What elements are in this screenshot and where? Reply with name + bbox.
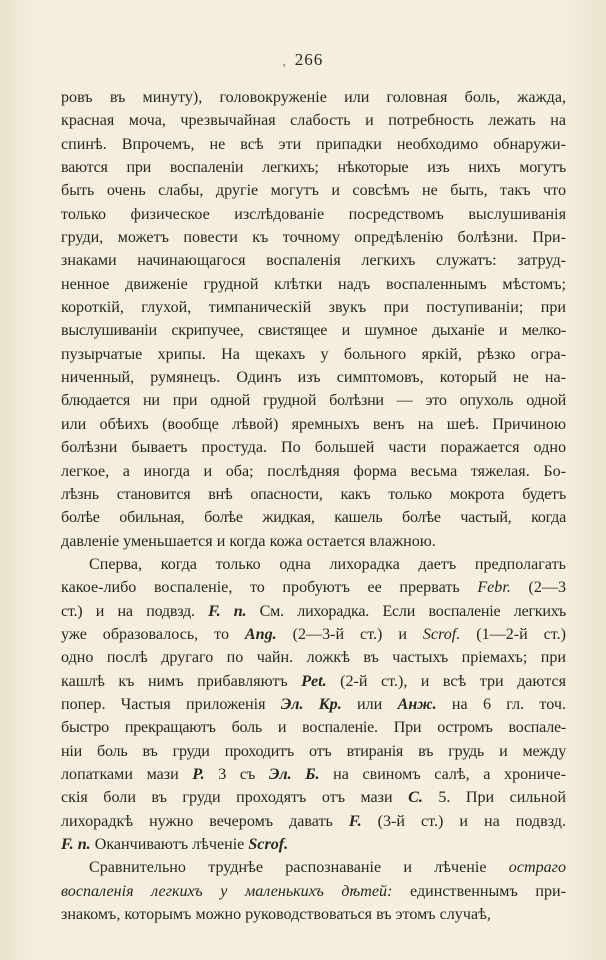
emphasis-text: Ang.	[244, 625, 277, 643]
text-segment: (2—3-й ст.) и	[276, 625, 423, 643]
text-line	[61, 86, 566, 109]
text-segment: болѣе обильная, болѣе жидкая, кашель болѣе частый, когда	[61, 509, 566, 527]
text-line	[61, 623, 566, 646]
text-segment: кашлѣ къ нимъ прибавляютъ	[61, 672, 302, 690]
text-segment: быть очень слабы, другіе могутъ и совсѣмъ не быть, такъ что	[61, 182, 566, 200]
text-segment: лѣзнь становится внѣ опасности, какъ только мокрота будетъ	[61, 485, 566, 503]
text-line	[61, 810, 566, 833]
text-line	[61, 319, 566, 342]
emphasis-text: остраго	[508, 859, 566, 877]
text-segment: единственнымъ при-	[392, 882, 566, 900]
text-line	[61, 856, 566, 879]
text-line	[61, 880, 566, 903]
text-segment: выслушиваніи скрипучее, свистящее и шумное дыханіе и мелко-	[61, 322, 566, 340]
text-segment: (1—2-й ст.)	[460, 625, 566, 643]
text-line	[61, 366, 566, 389]
text-line	[61, 413, 566, 436]
text-segment: только физическое изслѣдованіе посредствомъ выслушиванія	[61, 205, 566, 223]
text-segment: давленіе уменьшается и когда кожа остается влажною.	[61, 532, 436, 550]
emphasis-text: Эл. Б.	[268, 765, 320, 783]
text-segment: легкое, а иногда и оба; послѣдняя форма весьма тяжелая. Бо-	[61, 462, 566, 480]
text-line	[61, 133, 566, 156]
text-segment: лопатками мази	[61, 765, 193, 783]
text-segment: знаками начинающагося воспаленія легкихъ служатъ: затруд-	[61, 252, 566, 270]
text-line	[61, 903, 566, 926]
text-line	[61, 786, 566, 809]
emphasis-text: С.	[408, 789, 423, 807]
text-segment: ніи боль въ груди проходитъ отъ втиранія въ грудь и между	[61, 742, 566, 760]
text-segment: знакомъ, которымъ можно руководствоваться въ этомъ случаѣ,	[61, 906, 491, 924]
page-number-value: 266	[294, 50, 324, 69]
text-segment: или	[341, 695, 398, 713]
text-segment: ненное движеніе грудной клѣтки надъ воспаленнымъ мѣстомъ;	[61, 275, 566, 293]
text-segment: ваются при воспаленіи легкихъ; нѣкоторые изъ нихъ могутъ	[61, 159, 566, 177]
text-segment: быстро прекращаютъ боль и воспаленіе. При остромъ воспале-	[61, 719, 566, 737]
text-line	[61, 530, 566, 553]
text-line	[61, 646, 566, 669]
emphasis-text: F.	[348, 812, 362, 830]
page-number	[0, 50, 606, 70]
text-line	[61, 156, 566, 179]
text-line	[61, 226, 566, 249]
text-line	[61, 670, 566, 693]
text-segment: или обѣихъ (вообще лѣвой) яремныхъ венъ на шеѣ. Причиною	[61, 415, 566, 433]
text-segment: короткій, глухой, тимпаническій звукъ при поступиваніи; при	[61, 299, 566, 317]
text-line	[61, 763, 566, 786]
text-line	[61, 179, 566, 202]
emphasis-text: воспаленія легкихъ у маленькихъ дѣтей:	[61, 882, 393, 900]
text-line	[61, 716, 566, 739]
text-segment: лихорадкѣ нужно вечеромъ давать	[61, 812, 349, 830]
text-line	[61, 483, 566, 506]
emphasis-text: F. n.	[208, 602, 247, 620]
text-segment: уже образовалось, то	[61, 625, 245, 643]
emphasis-text: Pet.	[301, 672, 327, 690]
text-line	[61, 600, 566, 623]
text-line	[61, 833, 566, 856]
emphasis-text: Эл. Кр.	[280, 695, 342, 713]
text-segment: одно послѣ другаго по чайн. ложкѣ въ частыхъ пріемахъ; при	[61, 649, 566, 667]
text-line	[61, 436, 566, 459]
text-line	[61, 740, 566, 763]
text-segment: на 6 гл. точ.	[436, 695, 566, 713]
text-segment: (2—3	[510, 579, 567, 597]
body-text	[61, 86, 566, 926]
text-line	[61, 576, 566, 599]
text-segment: красная моча, чрезвычайная слабость и потребность лежать на	[61, 112, 566, 130]
text-segment: 5. При сильной	[422, 789, 566, 807]
text-segment: спинѣ. Впрочемъ, не всѣ эти припадки необходимо обнаружи-	[61, 135, 566, 153]
text-line	[61, 389, 566, 412]
text-segment: Оканчиваютъ лѣченіе	[90, 836, 249, 853]
emphasis-text: Р.	[192, 765, 205, 783]
text-line	[61, 203, 566, 226]
emphasis-text: Febr.	[477, 579, 511, 597]
text-segment: ниченный, румянецъ. Одинъ изъ симптомовъ, который не на-	[61, 369, 566, 387]
emphasis-text: F. n.	[61, 836, 91, 853]
text-segment: пузырчатые хрипы. На щекахъ у больного яркій, рѣзко огра-	[61, 345, 566, 363]
text-segment: блюдается ни при одной грудной болѣзни — это опухоль одной	[61, 392, 566, 410]
emphasis-text: Scrof.	[422, 625, 461, 643]
text-segment: Сперва, когда только одна лихорадка даетъ предполагать	[89, 555, 566, 573]
text-segment: (3-й ст.) и на подвзд.	[361, 812, 566, 830]
text-line	[61, 553, 566, 576]
text-line	[61, 343, 566, 366]
text-segment: какое-либо воспаленіе, то пробуютъ ее прервать	[61, 579, 478, 597]
text-line	[61, 109, 566, 132]
text-segment: скія боли въ груди проходятъ отъ мази	[61, 789, 409, 807]
page-mark: ,	[282, 54, 287, 68]
text-segment: болѣзни бываетъ простуда. По большей части поражается одно	[61, 439, 566, 457]
text-segment: 3 съ	[204, 765, 269, 783]
text-line	[61, 506, 566, 529]
text-segment: попер. Частыя приложенія	[61, 695, 281, 713]
text-line	[61, 460, 566, 483]
text-segment: на свиномъ салѣ, а хрониче-	[319, 765, 567, 783]
text-line	[61, 693, 566, 716]
text-line	[61, 249, 566, 272]
text-segment: См. лихорадка. Если воспаленіе легкихъ	[246, 602, 566, 620]
text-segment: (2-й ст.), и всѣ три даются	[326, 672, 567, 690]
text-segment: Сравнительно труднѣе распознаваніе и лѣченіе	[89, 859, 509, 877]
emphasis-text: Scrof.	[248, 836, 289, 853]
text-segment: груди, можетъ повести къ точному опредѣленію болѣзни. При-	[61, 229, 566, 247]
text-segment: ст.) и на подвзд.	[61, 602, 209, 620]
text-line	[61, 273, 566, 296]
text-line	[61, 296, 566, 319]
emphasis-text: Анж.	[397, 695, 437, 713]
text-segment: ровъ въ минуту), головокруженіе или головная боль, жажда,	[61, 89, 566, 106]
